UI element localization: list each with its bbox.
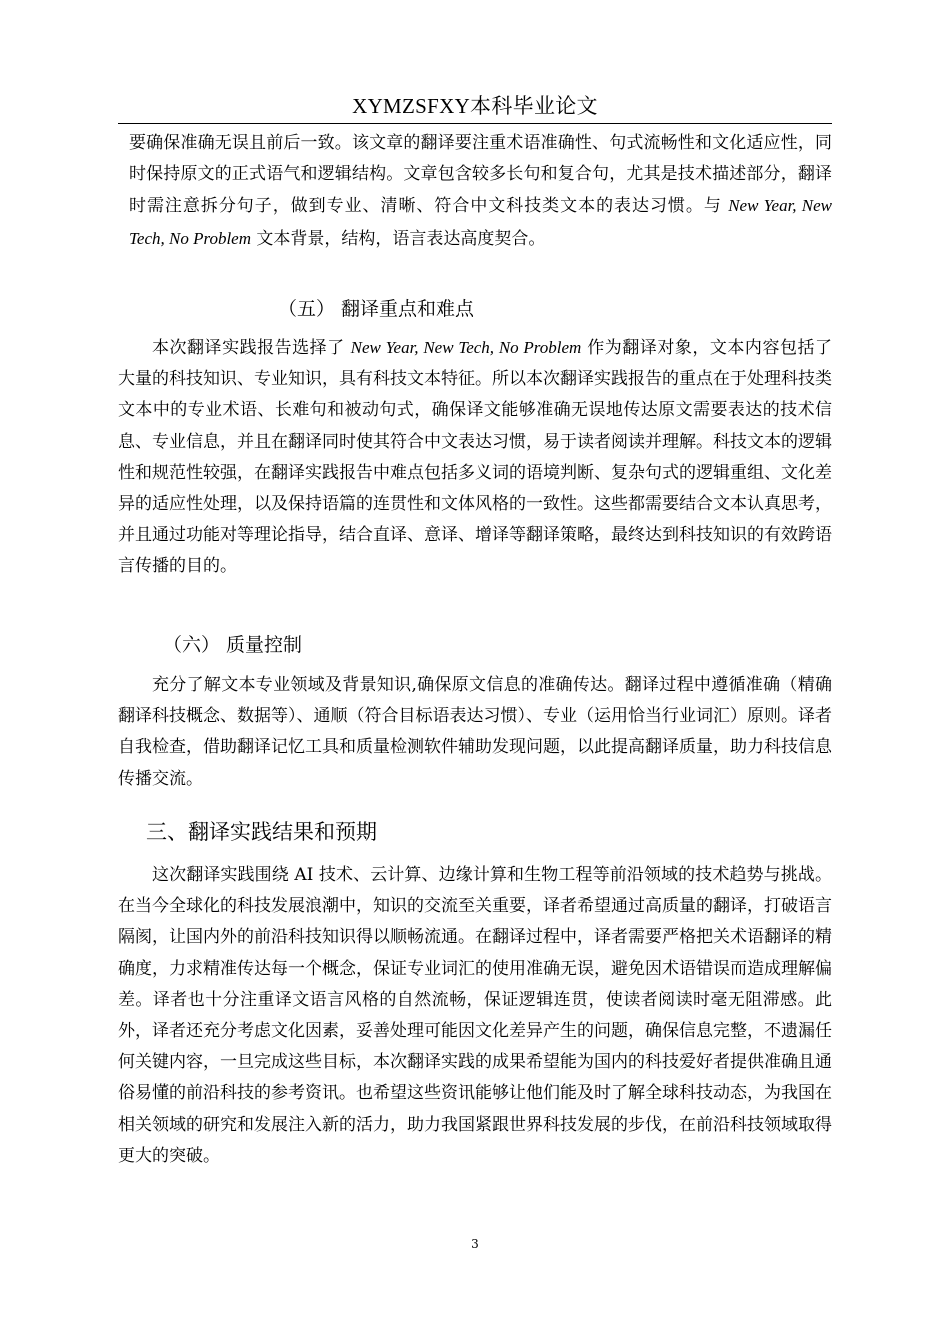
page-number: 3 — [471, 1237, 479, 1251]
section-5-text-1: 本次翻译实践报告选择了 — [152, 338, 351, 358]
section-5-text-2: 作为翻译对象，文本内容包括了大量的科技知识、专业知识，具有科技文本特征。所以本次翻译实践报告的重点在于处理科技类文本中的专业术语、长难句和被动句式，确保译文能够准确无误地传达原文需要表达的技术信息、专业信息，并且在翻译同时使其符合中文表达习惯，易于读者阅读并理解。科技文本的逻辑性和规范性较强，在翻译实践报告中难点包括多义词的语境判断、复杂句式的逻辑重组、文化差异的适应性处理，以及保持语篇的连贯性和文体风格的一致性。这些都需要结合文本认真思考，并且通过功能对等理论指导，结合直译、意译、增译等翻译策略，最终达到科技知识的有效跨语言传播的目的。 — [118, 338, 833, 577]
intro-text-1: 要确保准确无误且前后一致。该文章的翻译要注重术语准确性、句式流畅性和文化适应性，同时保持原文的正式语气和逻辑结构。文章包含较多长句和复合句，尤其是技术描述部分，翻译时需注意拆分句子，做到专业、清晰、符合中文科技类文本的表达习惯。与 — [129, 133, 832, 217]
intro-paragraph — [118, 128, 832, 255]
section-5-heading: （五） 翻译重点和难点 — [278, 298, 475, 320]
header-title: 本科毕业论文 — [470, 94, 598, 118]
chapter-3-heading: 三、翻译实践结果和预期 — [146, 820, 377, 844]
intro-article-title: New Year, New Tech, No Problem — [129, 196, 832, 248]
header-rule — [118, 123, 832, 124]
intro-text-2: 文本背景，结构，语言表达高度契合。 — [251, 228, 546, 249]
section-5-body — [118, 332, 832, 583]
section-6-paragraph: 充分了解文本专业领域及背景知识,确保原文信息的准确传达。翻译过程中遵循准确（精确翻译科技概念、数据等）、通顺（符合目标语表达习惯）、专业（运用恰当行业词汇）原则。译者自我检查，借助翻译记忆工具和质量检测软件辅助发现问题，以此提高翻译质量，助力科技信息传播交流。 — [118, 675, 832, 789]
header-school-code: XYMZSFXY — [352, 94, 471, 118]
intro-paragraph-block — [118, 128, 832, 255]
running-header — [118, 92, 832, 120]
chapter-3-paragraph: 这次翻译实践围绕 AI 技术、云计算、边缘计算和生物工程等前沿领域的技术趋势与挑战。在当今全球化的科技发展浪潮中，知识的交流至关重要，译者希望通过高质量的翻译，打破语言隔阂，让国内外的前沿科技知识得以顺畅流通。在翻译过程中，译者需要严格把关术语翻译的精确度，力求精准传达每一个概念，保证专业词汇的使用准确无误，避免因术语错误而造成理解偏差。译者也十分注重译文语言风格的自然流畅，保证逻辑连贯，使读者阅读时毫无阻滞感。此外，译者还充分考虑文化因素，妥善处理可能因文化差异产生的问题，确保信息完整，不遗漏任何关键内容，一旦完成这些目标，本次翻译实践的成果希望能为国内的科技爱好者提供准确且通俗易懂的前沿科技的参考资讯。也希望这些资讯能够让他们能及时了解全球科技动态，为我国在相关领域的研究和发展注入新的活力，助力我国紧跟世界科技发展的步伐，在前沿科技领域取得更大的突破。 — [118, 865, 832, 1166]
section-5-article-title: New Year, New Tech, No Problem — [350, 338, 582, 357]
section-6-body — [118, 670, 832, 795]
chapter-3-body — [118, 860, 832, 1172]
section-6-heading: （六） 质量控制 — [163, 634, 303, 656]
section-5-paragraph — [118, 332, 832, 583]
